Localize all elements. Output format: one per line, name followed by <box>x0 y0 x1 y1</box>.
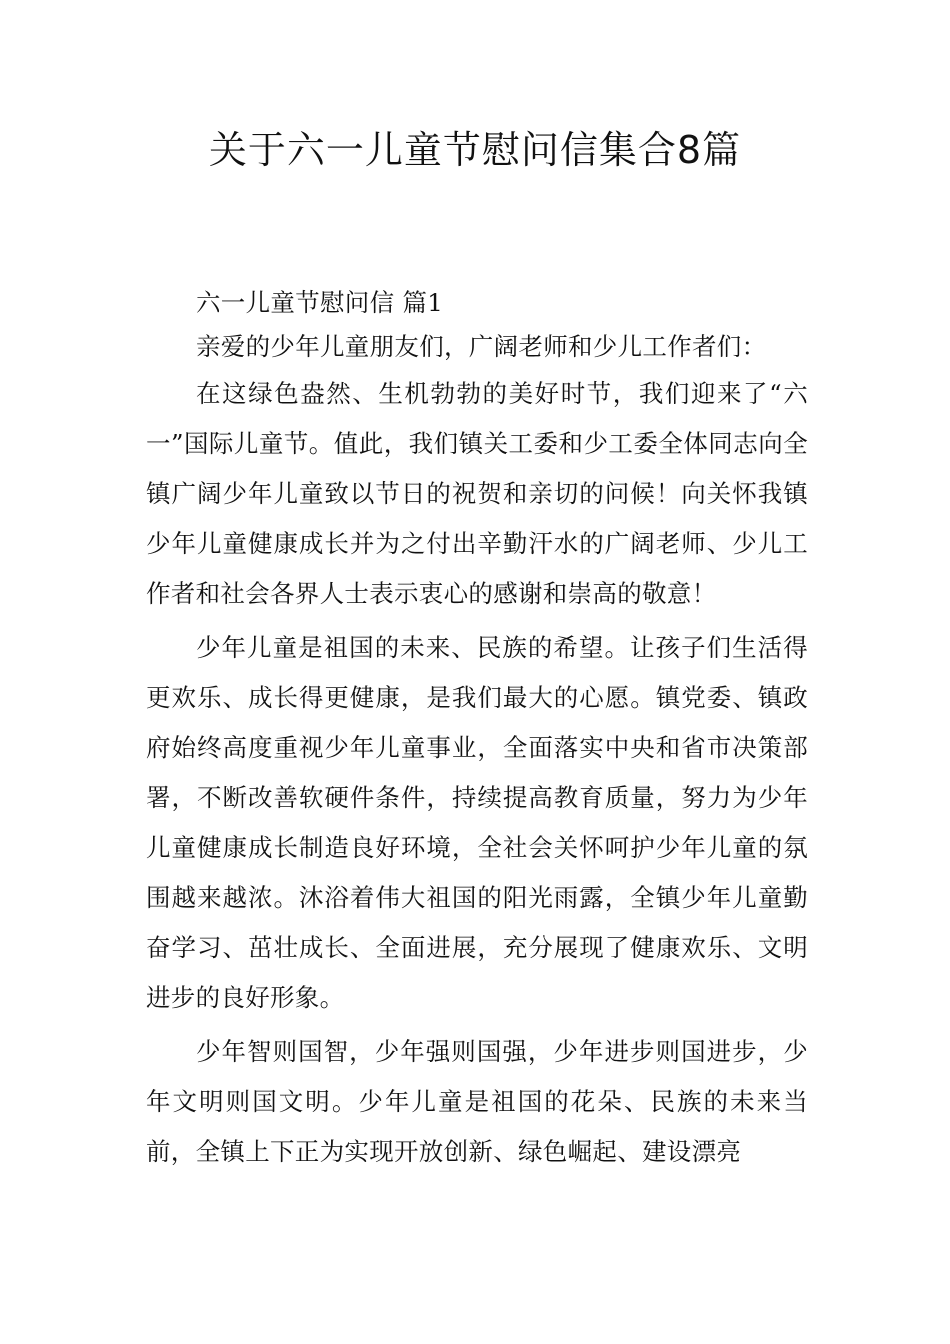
section-heading: 六一儿童节慰问信 篇1 <box>196 288 444 317</box>
paragraph-2: 少年儿童是祖国的未来、民族的希望。让孩子们生活得更欢乐、成长得更健康，是我们最大的心愿。镇党委、镇政府始终高度重视少年儿童事业，全面落实中央和省市决策部署，不断改善软硬件条件，持续提高教育质量，努力为少年儿童健康成长制造良好环境，全社会关怀呵护少年儿童的氛围越来越浓。沐浴着伟大祖国的阳光雨露，全镇少年儿童勤奋学习、茁壮成长、全面进展，充分展现了健康欢乐、文明进步的良好形象。 <box>146 633 808 1012</box>
paragraph-3: 少年智则国智，少年强则国强，少年进步则国进步，少年文明则国文明。少年儿童是祖国的花朵、民族的未来当前，全镇上下正为实现开放创新、绿色崛起、建设漂亮 <box>146 1037 808 1166</box>
document-body <box>146 280 808 1181</box>
document-title: 关于六一儿童节慰问信集合8篇 <box>208 128 742 172</box>
letter-salutation: 亲爱的少年儿童朋友们，广阔老师和少儿工作者们： <box>196 332 767 361</box>
paragraph-1: 在这绿色盎然、生机勃勃的美好时节，我们迎来了“六一”国际儿童节。值此，我们镇关工委和少工委全体同志向全镇广阔少年儿童致以节日的祝贺和亲切的问候！向关怀我镇少年儿童健康成长并为之付出辛勤汗水的广阔老师、少儿工作者和社会各界人士表示衷心的感谢和崇高的敬意！ <box>146 379 808 608</box>
